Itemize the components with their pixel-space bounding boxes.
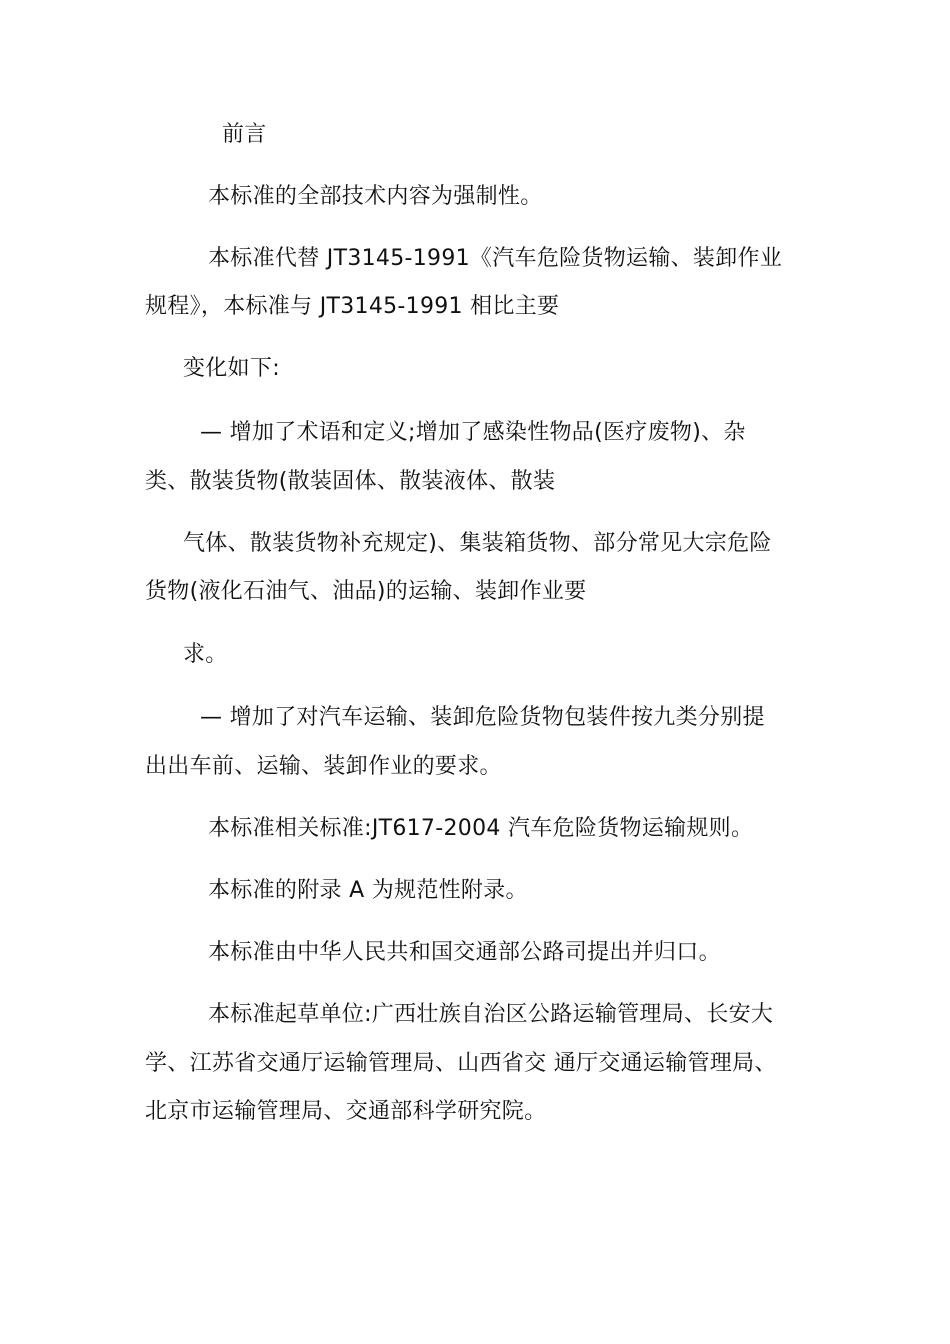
paragraph-line: 本标准的附录 A 为规范性附录。: [208, 878, 528, 903]
paragraph-line: 类、散装货物(散装固体、散装液体、散装: [145, 469, 556, 494]
paragraph-line: 本标准代替 JT3145-1991《汽车危险货物运输、装卸作业: [208, 246, 783, 271]
page-heading: 前言: [222, 122, 267, 147]
paragraph-line: 气体、散装货物补充规定)、集装箱货物、部分常见大宗危险: [183, 531, 772, 556]
paragraph-line: 求。: [183, 642, 228, 667]
paragraph-line: — 增加了对汽车运输、装卸危险货物包装件按九类分别提: [200, 705, 765, 730]
paragraph-line: 出出车前、运输、装卸作业的要求。: [145, 754, 502, 779]
paragraph-line: 货物(液化石油气、油品)的运输、装卸作业要: [145, 579, 587, 604]
paragraph-line: 学、江苏省交通厅运输管理局、山西省交 通厅交通运输管理局、: [145, 1051, 777, 1076]
paragraph-line: 本标准起草单位:广西壮族自治区公路运输管理局、长安大: [208, 1002, 774, 1027]
paragraph-line: 北京市运输管理局、交通部科学研究院。: [145, 1099, 547, 1124]
paragraph-line: 变化如下:: [183, 356, 280, 381]
paragraph-line: — 增加了术语和定义;增加了感染性物品(医疗废物)、杂: [200, 420, 746, 445]
paragraph-line: 规程》，本标准与 JT3145-1991 相比主要: [145, 294, 560, 319]
paragraph-line: 本标准由中华人民共和国交通部公路司提出并归口。: [208, 940, 721, 965]
paragraph-line: 本标准相关标准:JT617-2004 汽车危险货物运输规则。: [208, 816, 754, 841]
paragraph-line: 本标准的全部技术内容为强制性。: [208, 184, 543, 209]
